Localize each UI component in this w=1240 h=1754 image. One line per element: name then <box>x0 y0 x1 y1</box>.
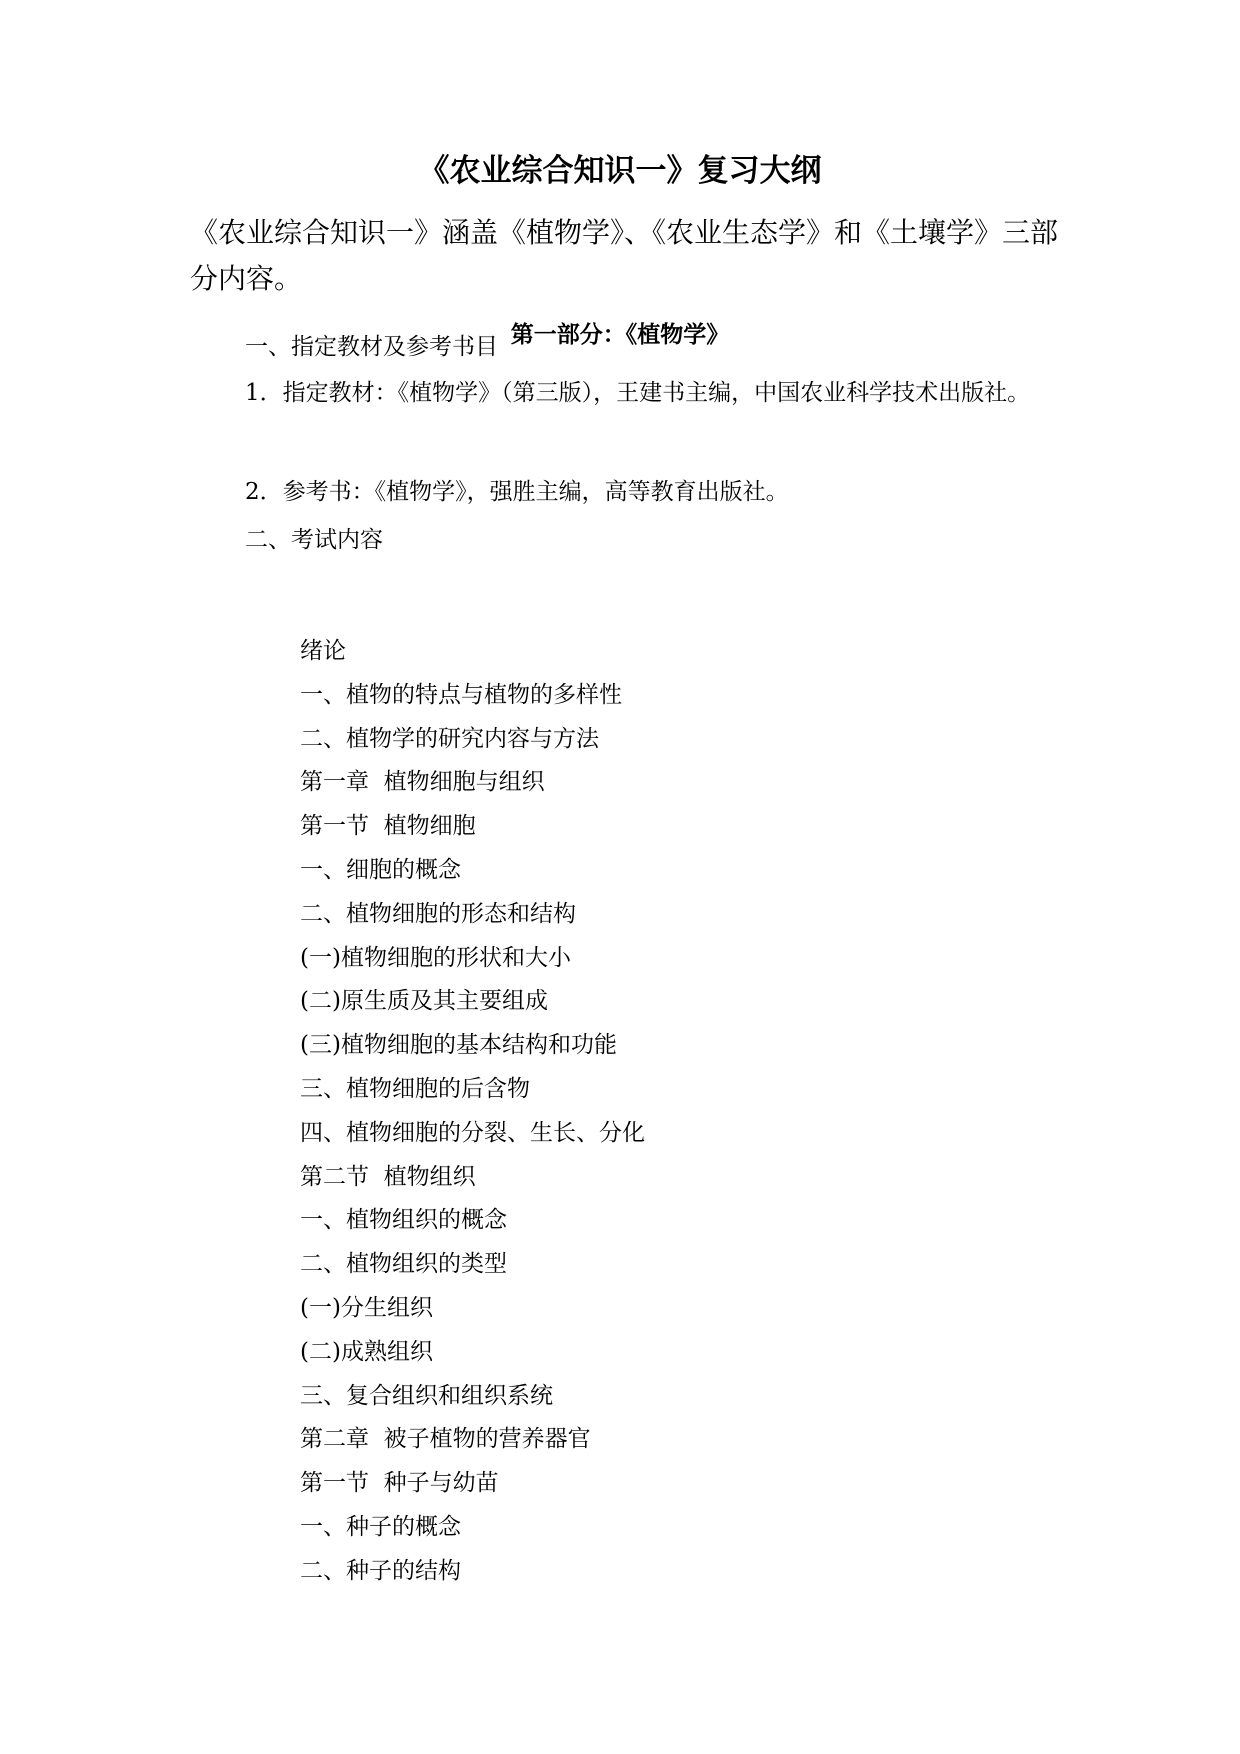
outline-list <box>300 630 645 1594</box>
outline-item: 二、种子的结构 <box>300 1557 461 1584</box>
outline-item: (一)分生组织 <box>300 1294 433 1321</box>
section-title: 第一部分：《植物学》 <box>510 321 730 348</box>
intro-paragraph: 《农业综合知识一》涵盖《植物学》、《农业生态学》和《土壤学》三部分内容。 <box>190 216 1059 295</box>
outline-item: 一、植物的特点与植物的多样性 <box>300 681 622 708</box>
outline-item: 三、复合组织和组织系统 <box>300 1382 553 1409</box>
heading-exam-content: 二、考试内容 <box>245 527 383 553</box>
outline-item: 第一节 种子与幼苗 <box>300 1470 499 1497</box>
outline-item: 一、细胞的概念 <box>300 856 461 883</box>
outline-item: 四、植物细胞的分裂、生长、分化 <box>300 1119 645 1146</box>
outline-item: 一、植物组织的概念 <box>300 1207 507 1234</box>
outline-item: (二)原生质及其主要组成 <box>300 988 548 1015</box>
outline-item: (二)成熟组织 <box>300 1338 433 1365</box>
document-title: 《农业综合知识一》复习大纲 <box>418 153 822 189</box>
outline-item: 三、植物细胞的后含物 <box>300 1075 530 1102</box>
outline-item: 二、植物细胞的形态和结构 <box>300 900 576 927</box>
outline-item: 二、植物学的研究内容与方法 <box>300 725 599 752</box>
outline-item: 一、种子的概念 <box>300 1513 461 1540</box>
outline-item: 第二节 植物组织 <box>300 1163 476 1190</box>
outline-item: 二、植物组织的类型 <box>300 1251 507 1278</box>
outline-item: 绪论 <box>300 638 346 664</box>
outline-item: 第一章 植物细胞与组织 <box>300 769 545 796</box>
outline-item: (一)植物细胞的形状和大小 <box>300 944 571 971</box>
textbook-item-1: 1．指定教材：《植物学》（第三版），王建书主编，中国农业科学技术出版社。 <box>245 380 1031 406</box>
outline-item: 第二章 被子植物的营养器官 <box>300 1426 591 1453</box>
outline-item: (三)植物细胞的基本结构和功能 <box>300 1032 617 1059</box>
outline-item: 第一节 植物细胞 <box>300 813 476 840</box>
heading-textbooks: 一、指定教材及参考书目 <box>245 334 498 360</box>
textbook-item-2: 2．参考书：《植物学》，强胜主编，高等教育出版社。 <box>245 479 789 505</box>
